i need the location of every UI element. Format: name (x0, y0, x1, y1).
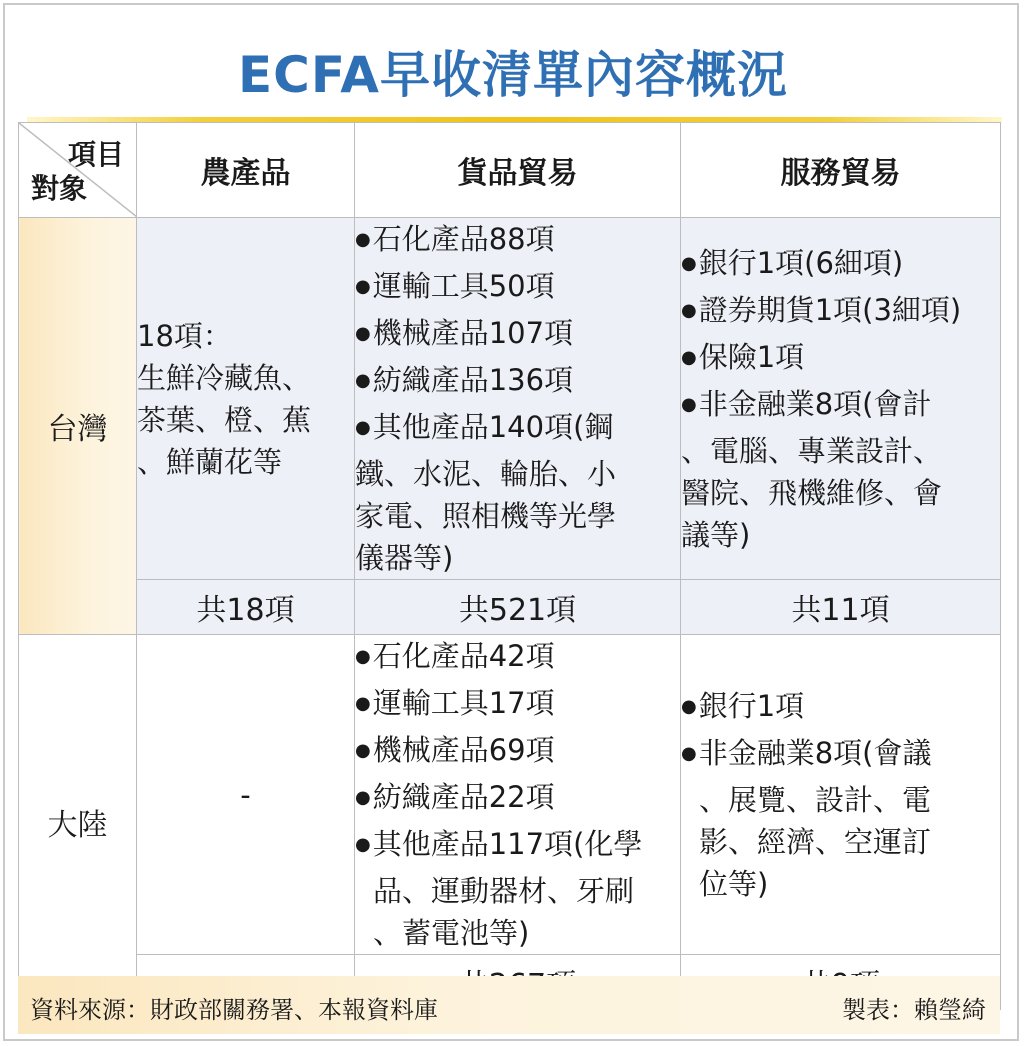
corner-item-label: 項目 (67, 138, 124, 171)
list-item: ● 保險1項 (681, 336, 1000, 383)
list-item: ● 非金融業8項(會計 (681, 383, 1000, 430)
list-item: ● 運輸工具17項 (355, 682, 680, 729)
taiwan-total-goods: 共521項 (355, 580, 681, 635)
corner-header (19, 123, 137, 218)
list-item: ● 銀行1項 (681, 685, 1000, 732)
list-item: 鐵、水泥、輪胎、小 (355, 457, 617, 491)
list-item: ● 紡織產品22項 (355, 776, 680, 823)
list-item: 18項： (137, 318, 232, 353)
list-item: 茶葉、橙、蕉 (137, 402, 312, 437)
list-item: 議等) (681, 517, 751, 552)
list-item: 品、運動器材、牙刷 (373, 874, 635, 908)
taiwan-total-row (19, 580, 1001, 635)
list-item: ● 紡織產品136項 (355, 359, 680, 406)
mainland-agri-cell: - (137, 635, 355, 955)
list-item: 醫院、飛機維修、會 (681, 475, 943, 510)
mainland-goods-cell (355, 635, 681, 955)
list-item: ● 非金融業8項(會議 (681, 732, 1000, 779)
ecfa-table (18, 122, 1001, 1010)
page-title: ECFA早收清單內容概況 (238, 46, 788, 104)
col-header-agri: 農產品 (137, 123, 355, 218)
list-item: ● 其他產品140項(鋼 (355, 406, 680, 453)
taiwan-service-cell (681, 218, 1001, 580)
list-item: 生鮮冷藏魚、 (137, 360, 312, 395)
list-item: ● 機械產品69項 (355, 729, 680, 776)
corner-target-label: 對象 (31, 172, 88, 205)
list-item: 、展覽、設計、電 (699, 782, 932, 817)
list-item: 、電腦、專業設計、 (681, 433, 943, 468)
list-item: 、鮮蘭花等 (137, 444, 283, 479)
row-label-mainland: 大陸 (19, 635, 137, 1010)
header-row (19, 123, 1001, 218)
list-item: ● 石化產品88項 (355, 218, 680, 265)
mainland-service-cell (681, 635, 1001, 955)
col-header-service: 服務貿易 (681, 123, 1001, 218)
list-item: 位等) (699, 866, 769, 901)
mainland-row (19, 635, 1001, 955)
made-by-note: 製表：賴瑩綺 (842, 996, 986, 1024)
list-item: ● 其他產品117項(化學 (355, 823, 680, 870)
list-item: 影、經濟、空運訂 (699, 824, 932, 859)
list-item: ● 機械產品107項 (355, 312, 680, 359)
list-item: ● 銀行1項(6細項) (681, 242, 1000, 289)
taiwan-total-service: 共11項 (681, 580, 1001, 635)
taiwan-row (19, 218, 1001, 580)
footer-bar (18, 976, 1000, 1034)
row-label-taiwan: 台灣 (19, 218, 137, 635)
list-item: 、蓄電池等) (373, 916, 530, 950)
list-item: 家電、照相機等光學 (355, 499, 617, 533)
list-item: ● 證券期貨1項(3細項) (681, 289, 1000, 336)
source-note: 資料來源：財政部關務署、本報資料庫 (30, 996, 438, 1024)
taiwan-total-agri: 共18項 (137, 580, 355, 635)
taiwan-goods-cell (355, 218, 681, 580)
list-item: 儀器等) (355, 541, 454, 575)
list-item: ● 石化產品42項 (355, 635, 680, 682)
taiwan-agri-cell (137, 218, 355, 580)
col-header-goods: 貨品貿易 (355, 123, 681, 218)
list-item: ● 運輸工具50項 (355, 265, 680, 312)
